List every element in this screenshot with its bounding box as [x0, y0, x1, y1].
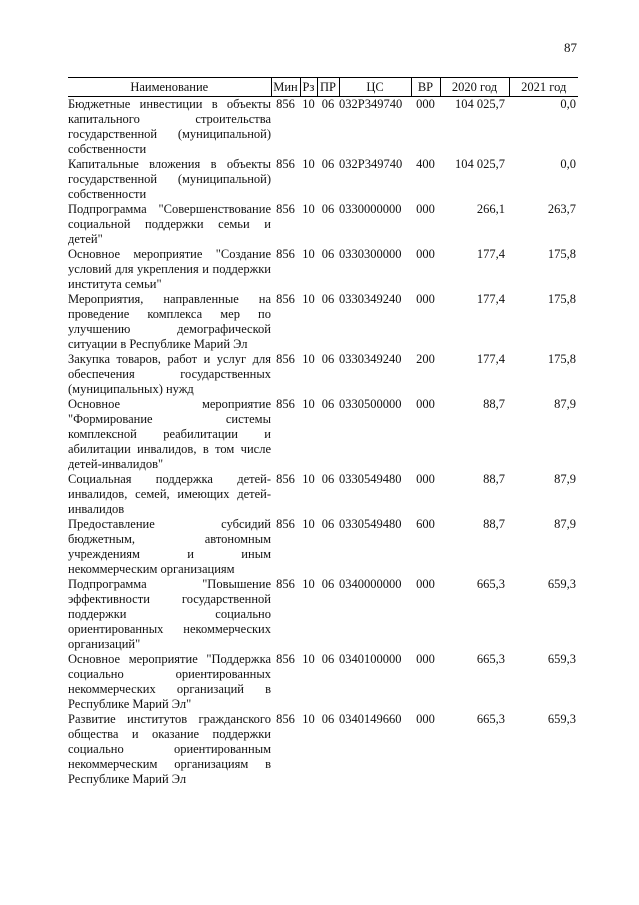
row-amount-2020: 88,7	[483, 517, 505, 531]
row-rz: 10	[302, 292, 315, 306]
table-row	[68, 352, 578, 397]
row-vr: 000	[416, 397, 435, 411]
row-amount-2021: 0,0	[560, 157, 576, 171]
row-amount-2020: 177,4	[476, 247, 505, 261]
row-rz: 10	[302, 577, 315, 591]
row-pr: 06	[321, 577, 335, 591]
row-cs: 0330349240	[339, 292, 402, 306]
row-rz: 10	[302, 97, 315, 111]
header-vr: ВР	[411, 78, 440, 97]
row-rz: 10	[302, 712, 315, 726]
row-pr: 06	[321, 157, 335, 171]
row-cs: 0330349240	[339, 352, 402, 366]
row-cs: 0330549480	[339, 517, 402, 531]
row-rz: 10	[302, 352, 315, 366]
row-name: Социальная поддержка детей-инвалидов, семей, имеющих детей-инвалидов	[68, 472, 271, 516]
header-2021: 2021 год	[509, 78, 578, 97]
row-pr: 06	[321, 202, 335, 216]
row-pr: 06	[321, 517, 335, 531]
row-cs: 0340100000	[339, 652, 402, 666]
row-rz: 10	[302, 202, 315, 216]
table-row	[68, 202, 578, 247]
row-name: Основное мероприятие "Создание условий для укрепления и поддержки института семьи"	[68, 247, 271, 291]
row-amount-2020: 88,7	[483, 397, 505, 411]
row-pr: 06	[321, 397, 335, 411]
row-amount-2021: 87,9	[554, 517, 576, 531]
row-name: Основное мероприятие "Поддержка социально ориентированных некоммерческих организаций в Республике Марий Эл"	[68, 652, 271, 711]
table-row	[68, 712, 578, 787]
table-row	[68, 517, 578, 577]
table-header-row	[68, 78, 578, 97]
row-vr: 000	[416, 202, 435, 216]
row-min: 856	[276, 157, 295, 171]
row-min: 856	[276, 472, 295, 486]
row-cs: 0330549480	[339, 472, 402, 486]
table-row	[68, 97, 578, 158]
row-vr: 000	[416, 97, 435, 111]
table-row	[68, 157, 578, 202]
row-vr: 000	[416, 292, 435, 306]
table-row	[68, 652, 578, 712]
row-amount-2020: 104 025,7	[455, 97, 505, 111]
row-amount-2021: 659,3	[547, 577, 576, 591]
row-cs: 0330000000	[339, 202, 402, 216]
row-pr: 06	[321, 652, 335, 666]
row-min: 856	[276, 517, 295, 531]
row-amount-2021: 175,8	[547, 247, 576, 261]
row-cs: 0330500000	[339, 397, 402, 411]
row-amount-2020: 104 025,7	[455, 157, 505, 171]
row-rz: 10	[302, 472, 315, 486]
row-amount-2021: 0,0	[560, 97, 576, 111]
row-amount-2020: 665,3	[476, 652, 505, 666]
row-rz: 10	[302, 652, 315, 666]
row-min: 856	[276, 292, 295, 306]
row-amount-2020: 88,7	[483, 472, 505, 486]
row-pr: 06	[321, 472, 335, 486]
row-min: 856	[276, 712, 295, 726]
row-min: 856	[276, 247, 295, 261]
table-row	[68, 292, 578, 352]
header-cs: ЦС	[339, 78, 411, 97]
row-cs: 0340000000	[339, 577, 402, 591]
row-amount-2020: 177,4	[476, 352, 505, 366]
row-cs: 032Р349740	[339, 157, 403, 171]
row-amount-2021: 659,3	[547, 712, 576, 726]
row-amount-2021: 263,7	[547, 202, 576, 216]
table-row	[68, 397, 578, 472]
row-pr: 06	[321, 352, 335, 366]
header-min: Мин	[271, 78, 300, 97]
row-name: Предоставление субсидий бюджетным, автономным учреждениям и иным некоммерческим организациям	[68, 517, 271, 576]
row-cs: 0330300000	[339, 247, 402, 261]
row-vr: 000	[416, 247, 435, 261]
table-row	[68, 247, 578, 292]
row-pr: 06	[321, 712, 335, 726]
row-name: Бюджетные инвестиции в объекты капитального строительства государственной (муниципальной) собственности	[68, 97, 271, 156]
header-rz: Рз	[300, 78, 317, 97]
row-rz: 10	[302, 157, 315, 171]
header-pr: ПР	[317, 78, 339, 97]
header-2020: 2020 год	[440, 78, 509, 97]
row-min: 856	[276, 577, 295, 591]
header-name: Наименование	[68, 78, 271, 97]
row-rz: 10	[302, 397, 315, 411]
row-rz: 10	[302, 247, 315, 261]
row-pr: 06	[321, 292, 335, 306]
row-vr: 000	[416, 577, 435, 591]
row-amount-2021: 87,9	[554, 472, 576, 486]
row-min: 856	[276, 202, 295, 216]
row-amount-2021: 87,9	[554, 397, 576, 411]
row-min: 856	[276, 652, 295, 666]
row-pr: 06	[321, 97, 335, 111]
row-amount-2021: 659,3	[547, 652, 576, 666]
page-number: 87	[564, 40, 577, 55]
row-vr: 400	[416, 157, 435, 171]
row-vr: 000	[416, 712, 435, 726]
row-pr: 06	[321, 247, 335, 261]
table-row	[68, 577, 578, 652]
row-amount-2020: 266,1	[476, 202, 505, 216]
row-amount-2021: 175,8	[547, 292, 576, 306]
row-min: 856	[276, 397, 295, 411]
row-name: Развитие институтов гражданского общества и оказание поддержки социально ориентированным некоммерческим организациям в Республике Марий Эл	[68, 712, 271, 786]
row-name: Подпрограмма "Совершенствование социальной поддержки семьи и детей"	[68, 202, 271, 246]
row-vr: 000	[416, 652, 435, 666]
row-vr: 600	[416, 517, 435, 531]
row-cs: 032Р349740	[339, 97, 403, 111]
row-min: 856	[276, 352, 295, 366]
row-amount-2020: 665,3	[476, 712, 505, 726]
row-vr: 200	[416, 352, 435, 366]
row-name: Мероприятия, направленные на проведение комплекса мер по улучшению демографической ситуации в Республике Марий Эл	[68, 292, 271, 351]
row-name: Основное мероприятие "Формирование системы комплексной реабилитации и абилитации инвалидов, в том числе детей-инвалидов"	[68, 397, 271, 471]
row-min: 856	[276, 97, 295, 111]
row-name: Капитальные вложения в объекты государственной (муниципальной) собственности	[68, 157, 271, 201]
row-name: Закупка товаров, работ и услуг для обеспечения государственных (муниципальных) нужд	[68, 352, 271, 396]
row-vr: 000	[416, 472, 435, 486]
row-name: Подпрограмма "Повышение эффективности государственной поддержки социально ориентированных некоммерческих организаций"	[68, 577, 271, 651]
row-cs: 0340149660	[339, 712, 402, 726]
row-amount-2021: 175,8	[547, 352, 576, 366]
budget-table	[68, 77, 578, 787]
table-row	[68, 472, 578, 517]
row-amount-2020: 177,4	[476, 292, 505, 306]
row-rz: 10	[302, 517, 315, 531]
row-amount-2020: 665,3	[476, 577, 505, 591]
